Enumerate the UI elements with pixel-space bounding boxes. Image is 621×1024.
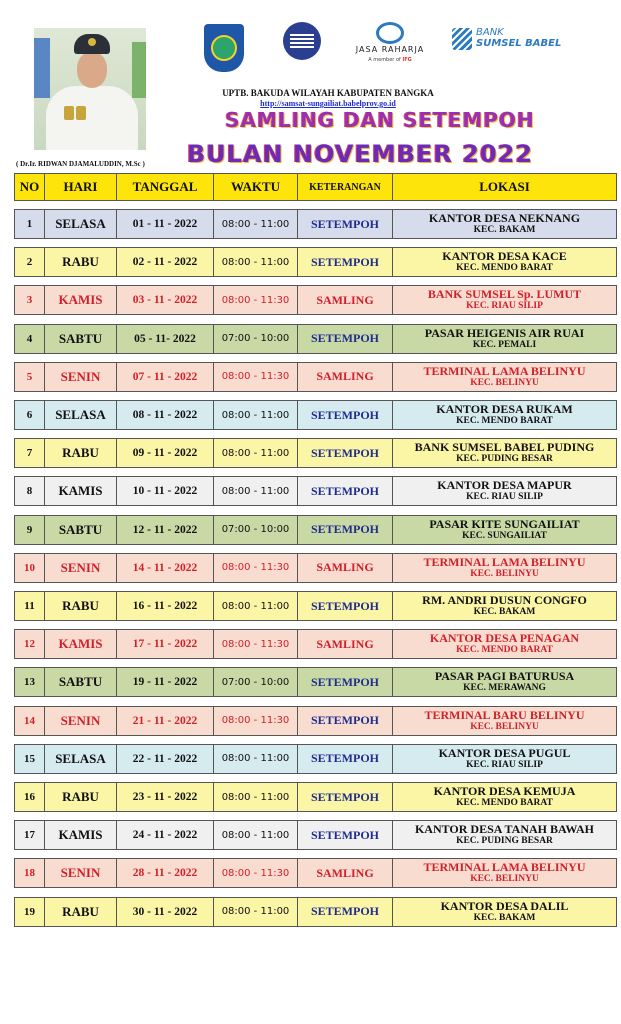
row-waktu: 08:00 - 11:00 xyxy=(214,783,298,812)
row-hari: SENIN xyxy=(45,859,117,888)
row-keterangan: SETEMPOH xyxy=(298,783,393,812)
row-no: 8 xyxy=(15,477,45,506)
row-lokasi-name: TERMINAL LAMA BELINYU xyxy=(423,860,586,875)
row-kecamatan: KEC. BELINYU xyxy=(470,377,539,388)
row-keterangan: SETEMPOH xyxy=(298,439,393,468)
table-row xyxy=(14,706,617,736)
row-tanggal: 01 - 11 - 2022 xyxy=(117,210,214,239)
row-lokasi-name: KANTOR DESA PENAGAN xyxy=(429,631,580,646)
row-kecamatan: KEC. BELINYU xyxy=(470,874,539,885)
row-tanggal: 16 - 11 - 2022 xyxy=(117,592,214,621)
jasa-raharja-mark-icon xyxy=(376,22,404,44)
row-lokasi-name: KANTOR DESA MAPUR xyxy=(437,478,572,493)
row-lokasi-name: TERMINAL LAMA BELINYU xyxy=(423,363,586,378)
row-lokasi-name: TERMINAL LAMA BELINYU xyxy=(423,554,586,569)
row-hari: KAMIS xyxy=(45,630,117,659)
row-hari: RABU xyxy=(45,439,117,468)
bank-line2: SUMSEL BABEL xyxy=(476,38,562,49)
row-tanggal: 30 - 11 - 2022 xyxy=(117,897,214,926)
row-tanggal: 22 - 11 - 2022 xyxy=(117,744,214,773)
row-lokasi xyxy=(393,744,617,773)
row-tanggal: 02 - 11 - 2022 xyxy=(117,248,214,277)
row-lokasi xyxy=(393,286,617,315)
row-keterangan: SETEMPOH xyxy=(298,706,393,735)
row-kecamatan: KEC. MENDO BARAT xyxy=(456,645,553,656)
row-tanggal: 28 - 11 - 2022 xyxy=(117,859,214,888)
row-no: 6 xyxy=(15,401,45,430)
row-tanggal: 19 - 11 - 2022 xyxy=(117,668,214,697)
row-keterangan: SETEMPOH xyxy=(298,668,393,697)
table-row xyxy=(14,782,617,812)
row-kecamatan: KEC. PUDING BESAR xyxy=(456,454,553,465)
row-hari: SENIN xyxy=(45,706,117,735)
medal-icon xyxy=(76,106,86,120)
flag-right xyxy=(132,42,146,98)
table-row xyxy=(14,897,617,927)
row-tanggal: 07 - 11 - 2022 xyxy=(117,362,214,391)
table-row xyxy=(14,476,617,506)
row-kecamatan: KEC. BAKAM xyxy=(473,912,536,923)
row-lokasi-name: BANK SUMSEL BABEL PUDING xyxy=(414,440,595,455)
row-lokasi xyxy=(393,706,617,735)
row-lokasi xyxy=(393,362,617,391)
jasa-raharja-name: JASA RAHARJA xyxy=(355,45,425,54)
table-row xyxy=(14,515,617,545)
row-waktu: 08:00 - 11:30 xyxy=(214,553,298,582)
row-hari: RABU xyxy=(45,592,117,621)
row-no: 13 xyxy=(15,668,45,697)
province-logo xyxy=(204,24,244,72)
table-row xyxy=(14,820,617,850)
row-no: 4 xyxy=(15,324,45,353)
row-kecamatan: KEC. BAKAM xyxy=(473,225,536,235)
row-waktu: 07:00 - 10:00 xyxy=(214,324,298,353)
row-no: 19 xyxy=(15,897,45,926)
organization-name: UPTB. BAKUDA WILAYAH KABUPATEN BANGKA xyxy=(222,88,434,98)
row-no: 5 xyxy=(15,362,45,391)
row-hari: SENIN xyxy=(45,362,117,391)
row-hari: SABTU xyxy=(45,324,117,353)
row-tanggal: 08 - 11 - 2022 xyxy=(117,401,214,430)
row-no: 11 xyxy=(15,592,45,621)
portrait-face xyxy=(77,52,107,88)
page-title: SAMLING DAN SETEMPOH xyxy=(225,108,535,132)
row-lokasi-name: KANTOR DESA RUKAM xyxy=(436,402,573,416)
bank-line1: BANK xyxy=(476,27,504,38)
row-waktu: 08:00 - 11:00 xyxy=(214,592,298,621)
row-kecamatan: KEC. MERAWANG xyxy=(463,683,546,694)
row-no: 18 xyxy=(15,859,45,888)
row-hari: SELASA xyxy=(45,744,117,773)
row-kecamatan: KEC. MENDO BARAT xyxy=(456,416,553,426)
row-waktu: 08:00 - 11:00 xyxy=(214,897,298,926)
table-row xyxy=(14,667,617,697)
row-no: 17 xyxy=(15,821,45,850)
row-lokasi xyxy=(393,592,617,621)
row-waktu: 08:00 - 11:30 xyxy=(214,630,298,659)
row-hari: KAMIS xyxy=(45,821,117,850)
flag-left xyxy=(34,38,50,98)
row-no: 10 xyxy=(15,553,45,582)
row-tanggal: 14 - 11 - 2022 xyxy=(117,553,214,582)
row-tanggal: 24 - 11 - 2022 xyxy=(117,821,214,850)
bank-sumsel-babel-logo xyxy=(452,26,564,56)
row-keterangan: SAMLING xyxy=(298,859,393,888)
row-tanggal: 17 - 11 - 2022 xyxy=(117,630,214,659)
row-lokasi-name: PASAR HEIGENIS AIR RUAI xyxy=(424,325,585,340)
row-hari: SABTU xyxy=(45,668,117,697)
row-tanggal: 09 - 11 - 2022 xyxy=(117,439,214,468)
row-tanggal: 21 - 11 - 2022 xyxy=(117,706,214,735)
table-row xyxy=(14,324,617,354)
row-no: 9 xyxy=(15,515,45,544)
row-lokasi-name: KANTOR DESA KACE xyxy=(442,249,567,264)
official-portrait xyxy=(34,28,146,150)
row-lokasi-name: KANTOR DESA TANAH BAWAH xyxy=(414,822,595,837)
row-kecamatan: KEC. MENDO BARAT xyxy=(456,798,553,808)
row-keterangan: SETEMPOH xyxy=(298,477,393,506)
row-waktu: 08:00 - 11:30 xyxy=(214,859,298,888)
row-lokasi-name: KANTOR DESA PUGUL xyxy=(438,745,571,760)
row-hari: RABU xyxy=(45,897,117,926)
row-keterangan: SETEMPOH xyxy=(298,401,393,430)
row-lokasi-name: TERMINAL BARU BELINYU xyxy=(424,707,585,722)
row-keterangan: SETEMPOH xyxy=(298,821,393,850)
col-header-no: NO xyxy=(15,174,45,201)
row-kecamatan: KEC. RIAU SILIP xyxy=(466,301,543,312)
row-keterangan: SETEMPOH xyxy=(298,897,393,926)
row-keterangan: SAMLING xyxy=(298,553,393,582)
row-waktu: 08:00 - 11:00 xyxy=(214,744,298,773)
row-kecamatan: KEC. PEMALI xyxy=(472,339,537,350)
row-keterangan: SETEMPOH xyxy=(298,592,393,621)
table-row xyxy=(14,247,617,277)
row-no: 14 xyxy=(15,706,45,735)
row-lokasi xyxy=(393,477,617,506)
row-hari: KAMIS xyxy=(45,286,117,315)
row-hari: SELASA xyxy=(45,210,117,239)
row-lokasi xyxy=(393,821,617,850)
row-lokasi-name: PASAR PAGI BATURUSA xyxy=(434,669,575,684)
samsat-emblem-icon xyxy=(290,34,314,48)
row-keterangan: SAMLING xyxy=(298,362,393,391)
col-header-lokasi: LOKASI xyxy=(393,174,617,201)
row-no: 12 xyxy=(15,630,45,659)
table-row xyxy=(14,438,617,468)
col-header-hari: HARI xyxy=(45,174,117,201)
bank-mark-icon xyxy=(452,28,472,50)
page-subtitle: BULAN NOVEMBER 2022 xyxy=(186,140,534,168)
row-lokasi xyxy=(393,668,617,697)
row-waktu: 08:00 - 11:00 xyxy=(214,401,298,430)
row-waktu: 07:00 - 10:00 xyxy=(214,515,298,544)
table-row xyxy=(14,285,617,315)
row-lokasi xyxy=(393,897,617,926)
row-no: 16 xyxy=(15,783,45,812)
row-waktu: 08:00 - 11:30 xyxy=(214,706,298,735)
col-header-keterangan: KETERANGAN xyxy=(298,174,393,201)
table-row xyxy=(14,858,617,888)
row-lokasi-name: KANTOR DESA NEKNANG xyxy=(428,211,581,225)
jasa-raharja-sub: A member of IFG xyxy=(368,57,412,63)
table-row xyxy=(14,591,617,621)
table-row xyxy=(14,400,617,430)
row-tanggal: 23 - 11 - 2022 xyxy=(117,783,214,812)
jasa-raharja-logo xyxy=(352,22,428,66)
table-row xyxy=(14,629,617,659)
row-kecamatan: KEC. MENDO BARAT xyxy=(456,263,553,274)
website-link[interactable]: http://samsat-sungailiat.babelprov.go.id xyxy=(260,99,396,108)
row-hari: SABTU xyxy=(45,515,117,544)
row-lokasi xyxy=(393,324,617,353)
row-kecamatan: KEC. BELINYU xyxy=(470,721,539,732)
row-no: 7 xyxy=(15,439,45,468)
row-tanggal: 05 - 11- 2022 xyxy=(117,324,214,353)
row-lokasi-name: KANTOR DESA DALIL xyxy=(440,898,569,913)
row-hari: RABU xyxy=(45,783,117,812)
row-lokasi xyxy=(393,210,617,239)
row-lokasi xyxy=(393,783,617,812)
row-waktu: 08:00 - 11:00 xyxy=(214,439,298,468)
row-no: 2 xyxy=(15,248,45,277)
row-waktu: 08:00 - 11:00 xyxy=(214,477,298,506)
row-hari: SELASA xyxy=(45,401,117,430)
table-row xyxy=(14,744,617,774)
row-lokasi xyxy=(393,248,617,277)
table-row xyxy=(14,362,617,392)
row-lokasi xyxy=(393,401,617,430)
row-kecamatan: KEC. RIAU SILIP xyxy=(466,759,543,770)
row-tanggal: 03 - 11 - 2022 xyxy=(117,286,214,315)
row-kecamatan: KEC. BELINYU xyxy=(470,568,539,579)
row-waktu: 08:00 - 11:00 xyxy=(214,248,298,277)
row-lokasi xyxy=(393,515,617,544)
row-tanggal: 10 - 11 - 2022 xyxy=(117,477,214,506)
row-keterangan: SAMLING xyxy=(298,630,393,659)
table-row xyxy=(14,209,617,239)
row-hari: SENIN xyxy=(45,553,117,582)
row-keterangan: SETEMPOH xyxy=(298,248,393,277)
row-waktu: 08:00 - 11:30 xyxy=(214,286,298,315)
col-header-tanggal: TANGGAL xyxy=(117,174,214,201)
row-hari: RABU xyxy=(45,248,117,277)
signer-name: ( Dr.Ir. RIDWAN DJAMALUDDIN, M.Sc ) xyxy=(16,160,145,168)
row-waktu: 08:00 - 11:00 xyxy=(214,210,298,239)
row-hari: KAMIS xyxy=(45,477,117,506)
row-keterangan: SETEMPOH xyxy=(298,515,393,544)
samsat-logo xyxy=(283,22,321,60)
row-no: 3 xyxy=(15,286,45,315)
row-lokasi xyxy=(393,859,617,888)
medal-icon xyxy=(64,106,74,120)
row-kecamatan: KEC. PUDING BESAR xyxy=(456,836,553,847)
row-waktu: 08:00 - 11:00 xyxy=(214,821,298,850)
schedule-header xyxy=(14,173,617,201)
row-kecamatan: KEC. RIAU SILIP xyxy=(466,492,543,503)
row-lokasi-name: KANTOR DESA KEMUJA xyxy=(433,784,576,798)
row-lokasi xyxy=(393,553,617,582)
row-keterangan: SETEMPOH xyxy=(298,324,393,353)
table-row xyxy=(14,553,617,583)
row-no: 1 xyxy=(15,210,45,239)
portrait-body xyxy=(46,86,138,150)
row-lokasi xyxy=(393,439,617,468)
province-emblem-icon xyxy=(211,35,237,61)
row-lokasi-name: PASAR KITE SUNGAILIAT xyxy=(429,516,580,531)
row-lokasi xyxy=(393,630,617,659)
portrait-cap xyxy=(74,34,110,54)
col-header-waktu: WAKTU xyxy=(214,174,298,201)
row-no: 15 xyxy=(15,744,45,773)
row-lokasi-name: RM. ANDRI DUSUN CONGFO xyxy=(422,593,587,607)
row-waktu: 07:00 - 10:00 xyxy=(214,668,298,697)
row-kecamatan: KEC. BAKAM xyxy=(473,607,536,617)
row-keterangan: SETEMPOH xyxy=(298,744,393,773)
row-lokasi-name: BANK SUMSEL Sp. LUMUT xyxy=(427,287,582,302)
row-kecamatan: KEC. SUNGAILIAT xyxy=(462,530,547,541)
row-keterangan: SAMLING xyxy=(298,286,393,315)
row-tanggal: 12 - 11 - 2022 xyxy=(117,515,214,544)
row-waktu: 08:00 - 11:30 xyxy=(214,362,298,391)
row-keterangan: SETEMPOH xyxy=(298,210,393,239)
